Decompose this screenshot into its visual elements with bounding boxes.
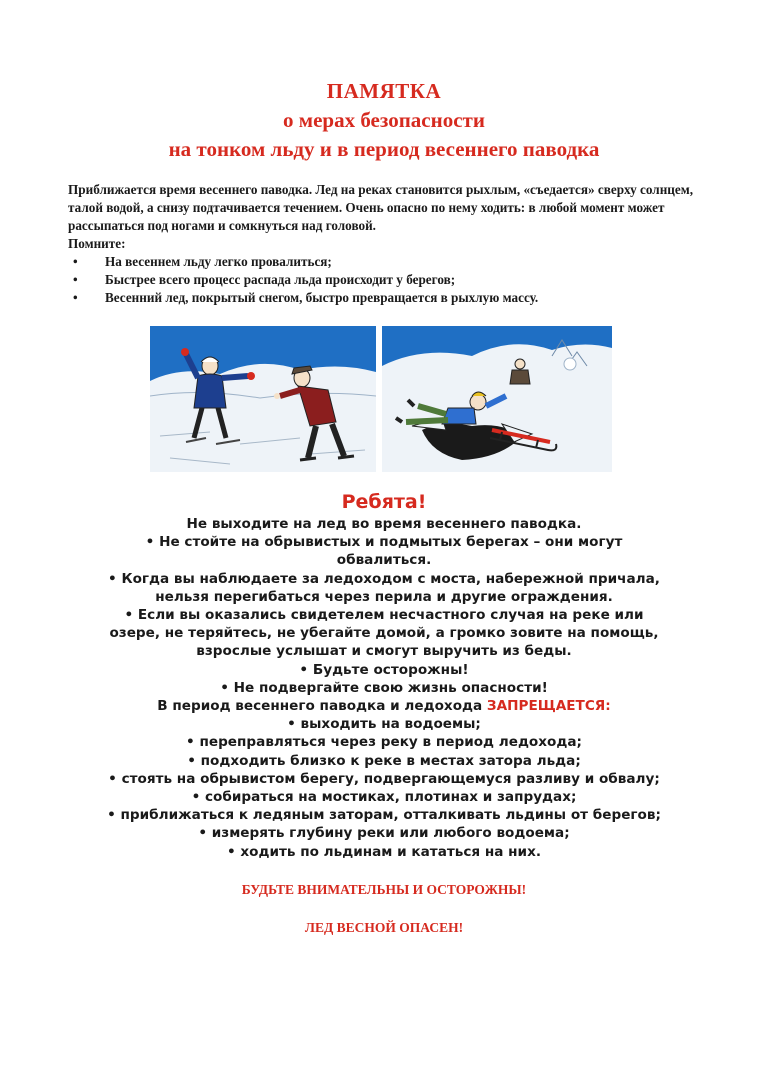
prohibited-item: • подходить близко к реке в местах затора льда;: [187, 752, 581, 769]
page-subtitle-1: о мерах безопасности: [283, 108, 485, 132]
title-block: [0, 76, 768, 164]
prohibited-item: • измерять глубину реки или любого водоема;: [198, 825, 570, 842]
falling-through-ice-image: [382, 326, 612, 472]
advice-line: • Когда вы наблюдаете за ледоходом с моста, набережной причала,: [108, 570, 660, 587]
bullet-icon: •: [73, 272, 78, 287]
prohibited-word: ЗАПРЕЩАЕТСЯ:: [486, 698, 611, 715]
remember-list: [68, 253, 708, 307]
list-item: • Быстрее всего процесс распада льда происходит у берегов;: [73, 272, 456, 287]
list-item: • На весеннем льду легко провалиться;: [73, 254, 332, 269]
advice-line: Не выходите на лед во время весеннего паводка.: [186, 516, 582, 532]
warning-footer-1: БУДЬТЕ ВНИМАТЕЛЬНЫ И ОСТОРОЖНЫ!: [241, 882, 527, 897]
kids-heading: Ребята!: [341, 491, 427, 513]
page-title: ПАМЯТКА: [326, 79, 442, 103]
list-item: • Весенний лед, покрытый снегом, быстро превращается в рыхлую массу.: [73, 290, 539, 305]
advice-line: • Если вы оказались свидетелем несчастного случая на реке или: [124, 607, 644, 624]
advice-line: • Не стойте на обрывистых и подмытых берегах – они могут: [145, 534, 623, 551]
prohibited-item: • стоять на обрывистом берегу, подвергающемуся разливу и обвалу;: [108, 770, 660, 787]
prohibited-intro-line: В период весеннего паводка и ледохода ЗАПРЕЩАЕТСЯ:: [157, 698, 611, 715]
intro-section: [68, 181, 708, 307]
advice-line: • Не подвергайте свою жизнь опасности!: [220, 679, 548, 696]
advice-line: • Будьте осторожны!: [299, 661, 469, 678]
prohibited-item: • выходить на водоемы;: [287, 716, 481, 733]
advice-line: обвалиться.: [336, 552, 432, 569]
page-subtitle-2: на тонком льду и в период весеннего паводка: [168, 137, 600, 161]
advice-line: взрослые услышат и смогут выручить из беды.: [196, 643, 572, 660]
illustration-falling-through-ice: [382, 326, 612, 472]
warning-footer-2: ЛЕД ВЕСНОЙ ОПАСЕН!: [304, 920, 464, 935]
advice-line: нельзя перегибаться через перила и другие ограждения.: [155, 588, 613, 605]
kids-section: [0, 489, 768, 861]
prohibited-item: • переправляться через реку в период ледохода;: [186, 734, 582, 751]
children-on-ice-image: [150, 326, 376, 472]
intro-paragraph: Приближается время весеннего паводка. Лед на реках становится рыхлым, «съедается» сверху солнцем, талой водой, а снизу подтачивается течением. Очень опасно по нему ходить: в любой момент может рассыпаться под ногами и сомкнуться над головой.: [68, 182, 694, 233]
illustration-children-on-ice: [150, 326, 376, 472]
prohibited-item: • собираться на мостиках, плотинах и запрудах;: [191, 789, 577, 806]
prohibited-item: • приближаться к ледяным заторам, отталкивать льдины от берегов;: [107, 807, 661, 824]
bullet-icon: •: [73, 254, 78, 269]
remember-label: Помните:: [68, 236, 126, 251]
advice-line: озере, не теряйтесь, не убегайте домой, а громко зовите на помощь,: [109, 625, 659, 642]
prohibited-item: • ходить по льдинам и кататься на них.: [226, 843, 542, 860]
bullet-icon: •: [73, 290, 78, 305]
